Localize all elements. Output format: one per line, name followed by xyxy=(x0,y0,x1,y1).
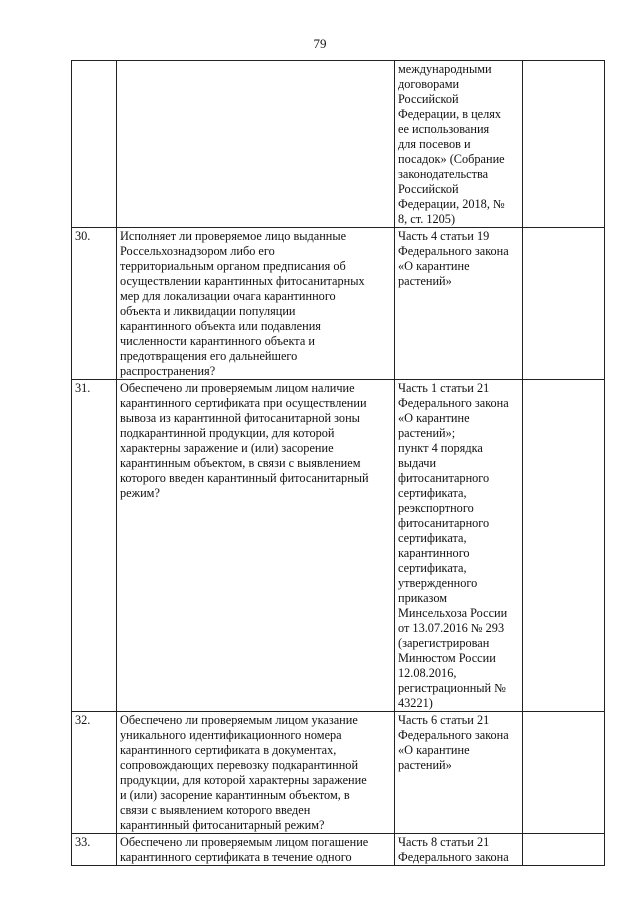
question-line: и (или) засорение карантинным объектом, в xyxy=(120,788,350,802)
row-number: 30. xyxy=(72,228,117,380)
question-line: Обеспечено ли проверяемым лицом указание xyxy=(120,713,358,727)
question-line: карантинный фитосанитарный режим? xyxy=(120,818,325,832)
reference-line: «О карантине xyxy=(398,259,470,273)
reference-line: ее использования xyxy=(398,122,490,136)
reference-line: Федерации, в целях xyxy=(398,107,502,121)
question-line: сопровождающих перевозку подкарантинной xyxy=(120,758,359,772)
reference-line: Часть 8 статьи 21 xyxy=(398,835,490,849)
reference-line: Федерального закона xyxy=(398,850,509,864)
reference-line: от 13.07.2016 № 293 xyxy=(398,621,505,635)
question-line: объекта и ликвидации популяции xyxy=(120,304,296,318)
reference-line: растений» xyxy=(398,274,452,288)
legal-reference-cell xyxy=(395,228,523,380)
question-line: территориальным органом предписания об xyxy=(120,259,346,273)
reference-line: 8, ст. 1205) xyxy=(398,212,456,226)
question-line: численности карантинного объекта и xyxy=(120,334,315,348)
reference-line: карантинного xyxy=(398,546,470,560)
question-line: карантинного объекта или подавления xyxy=(120,319,321,333)
question-cell xyxy=(117,712,395,834)
row-number: 31. xyxy=(72,380,117,712)
question-line: Обеспечено ли проверяемым лицом наличие xyxy=(120,381,355,395)
question-cell xyxy=(117,380,395,712)
reference-line: 43221) xyxy=(398,696,433,710)
reference-line: реэкспортного xyxy=(398,501,474,515)
question-line: распространения? xyxy=(120,364,216,378)
reference-line: посадок» (Собрание xyxy=(398,152,505,166)
note-cell xyxy=(523,61,605,228)
reference-line: Федерального закона xyxy=(398,244,509,258)
question-line: связи с выявлением которого введен xyxy=(120,803,311,817)
note-cell xyxy=(523,228,605,380)
question-line: осуществлении карантинных фитосанитарных xyxy=(120,274,365,288)
question-line: уникального идентификационного номера xyxy=(120,728,342,742)
question-line: карантинным объектом, в связи с выявлением xyxy=(120,456,361,470)
question-line: карантинного сертификата при осуществлении xyxy=(120,396,367,410)
question-line: Обеспечено ли проверяемым лицом погашение xyxy=(120,835,369,849)
reference-line: пункт 4 порядка xyxy=(398,441,483,455)
legal-reference-cell xyxy=(395,834,523,866)
reference-line: сертификата, xyxy=(398,486,467,500)
reference-line: сертификата, xyxy=(398,531,467,545)
note-cell xyxy=(523,380,605,712)
reference-line: (зарегистрирован xyxy=(398,636,490,650)
row-number xyxy=(72,61,117,228)
reference-line: «О карантине xyxy=(398,743,470,757)
question-line: вывоза из карантинной фитосанитарной зоны xyxy=(120,411,360,425)
table-row xyxy=(72,61,605,228)
table-row xyxy=(72,712,605,834)
question-line: Исполняет ли проверяемое лицо выданные xyxy=(120,229,347,243)
reference-line: фитосанитарного xyxy=(398,516,490,530)
question-line: карантинного сертификата в документах, xyxy=(120,743,337,757)
question-cell xyxy=(117,61,395,228)
reference-line: утвержденного xyxy=(398,576,478,590)
checklist-body xyxy=(72,61,605,866)
question-line: которого введен карантинный фитосанитарный xyxy=(120,471,369,485)
row-number: 32. xyxy=(72,712,117,834)
reference-line: приказом xyxy=(398,591,448,605)
table-row xyxy=(72,834,605,866)
reference-line: «О карантине xyxy=(398,411,470,425)
reference-line: регистрационный № xyxy=(398,681,506,695)
reference-line: выдачи xyxy=(398,456,437,470)
question-line: мер для локализации очага карантинного xyxy=(120,289,336,303)
table-row xyxy=(72,380,605,712)
question-line: Россельхознадзором либо его xyxy=(120,244,275,258)
note-cell xyxy=(523,834,605,866)
legal-reference-cell xyxy=(395,712,523,834)
reference-line: фитосанитарного xyxy=(398,471,490,485)
legal-reference-cell xyxy=(395,61,523,228)
reference-line: Федерального закона xyxy=(398,396,509,410)
reference-line: Федерации, 2018, № xyxy=(398,197,505,211)
question-line: характерны заражение и (или) засорение xyxy=(120,441,334,455)
question-line: продукции, для которой характерны заражение xyxy=(120,773,367,787)
legal-reference-cell xyxy=(395,380,523,712)
checklist-table xyxy=(71,60,605,866)
reference-line: Российской xyxy=(398,182,459,196)
page-number: 79 xyxy=(313,36,327,51)
question-line: предотвращения его дальнейшего xyxy=(120,349,298,363)
reference-line: сертификата, xyxy=(398,561,467,575)
question-cell xyxy=(117,228,395,380)
question-line: карантинного сертификата в течение одного xyxy=(120,850,352,864)
reference-line: растений» xyxy=(398,758,452,772)
reference-line: Часть 1 статьи 21 xyxy=(398,381,490,395)
row-number: 33. xyxy=(72,834,117,866)
reference-line: для посевов и xyxy=(398,137,471,151)
reference-line: законодательства xyxy=(398,167,489,181)
reference-line: договорами xyxy=(398,77,460,91)
reference-line: Федерального закона xyxy=(398,728,509,742)
reference-line: Часть 4 статьи 19 xyxy=(398,229,490,243)
reference-line: Минюстом России xyxy=(398,651,496,665)
reference-line: международными xyxy=(398,62,492,76)
reference-line: растений»; xyxy=(398,426,456,440)
reference-line: 12.08.2016, xyxy=(398,666,457,680)
reference-line: Российской xyxy=(398,92,459,106)
reference-line: Минсельхоза России xyxy=(398,606,508,620)
question-line: режим? xyxy=(120,486,160,500)
question-line: подкарантинной продукции, для которой xyxy=(120,426,335,440)
question-cell xyxy=(117,834,395,866)
table-row xyxy=(72,228,605,380)
note-cell xyxy=(523,712,605,834)
reference-line: Часть 6 статьи 21 xyxy=(398,713,490,727)
